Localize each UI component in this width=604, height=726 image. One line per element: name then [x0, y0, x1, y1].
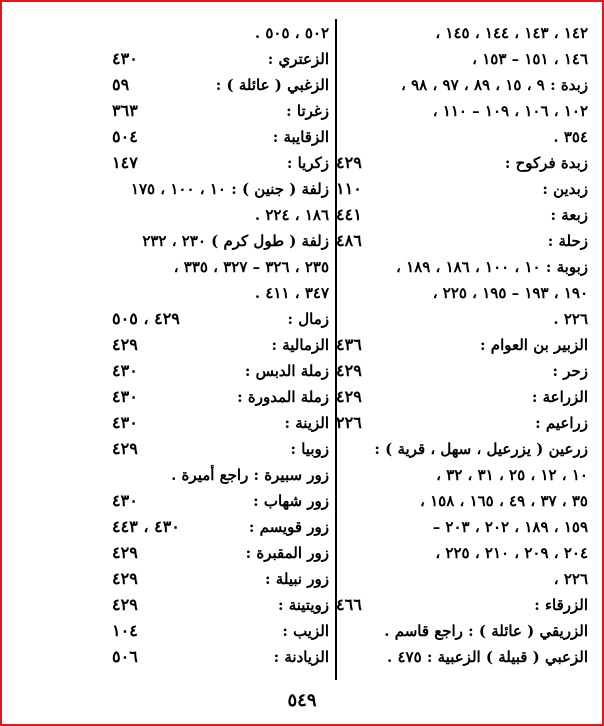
entry-page-ref: ٤٢٩	[336, 361, 362, 380]
entry-page-ref: ٤٣٠	[112, 491, 138, 510]
entry-name: الزعتري :	[267, 50, 329, 68]
entry-name: زور شهاب :	[253, 492, 329, 510]
index-entry	[336, 98, 592, 124]
entry-name: الزيادنة :	[273, 648, 329, 666]
entry-name: زبعة :	[550, 206, 588, 224]
entry-name: الزعبي ( قبيلة ) الزعبية : ٤٧٥ .	[387, 648, 588, 666]
entry-page-ref: ٤٢٩	[336, 387, 362, 406]
index-entry	[112, 514, 333, 540]
entry-continuation: ٣٥ ، ٣٧ ، ٤٩ ، ١٦٥ ، ١٥٨ ،	[420, 492, 588, 510]
index-entry	[112, 358, 333, 384]
index-entry	[112, 280, 333, 306]
entry-page-ref: ٥٠٦	[112, 647, 138, 666]
index-entry	[112, 384, 333, 410]
index-entry	[336, 462, 592, 488]
entry-continuation: ١٤٦ ، ١٥١ – ١٥٣ ،	[472, 50, 588, 68]
entry-name: زمال :	[287, 310, 329, 328]
index-entry	[112, 150, 333, 176]
index-entry	[336, 436, 592, 462]
entry-page-ref: ٤٣٠	[112, 387, 138, 406]
entry-continuation: ٢٢٦ ،	[553, 570, 588, 588]
entry-name: زحلة :	[547, 232, 588, 250]
entry-page-ref: ٤٢٩	[112, 569, 138, 588]
entry-name: الزريقي ( عائلة ) : راجع قاسم .	[384, 622, 588, 640]
entry-name: زويتينة :	[277, 596, 329, 614]
index-entry	[112, 462, 333, 488]
entry-continuation: ٢٠٤ ، ٢٠٩ ، ٢١٠ ، ٢٢٥ ،	[435, 544, 588, 562]
entry-name: الزيب :	[282, 622, 329, 640]
index-entry	[112, 332, 333, 358]
entry-page-ref: ٤٢٩	[112, 595, 138, 614]
entry-page-ref: ٤٣٠	[112, 49, 138, 68]
entry-continuation: ١٤٢ ، ١٤٣ ، ١٤٤ ، ١٤٥ ،	[435, 24, 588, 42]
entry-page-ref: ٤٢٩	[112, 335, 138, 354]
entry-name: الزغبي ( عائلة ) :	[215, 76, 329, 94]
entry-continuation: ٣٥٤ .	[553, 128, 588, 146]
index-entry	[112, 202, 333, 228]
entry-page-ref: ٤٣٠ ، ٤٤٣	[112, 517, 180, 536]
index-entry	[112, 98, 333, 124]
entry-continuation: ٣٤٧ ، ٤١١ .	[254, 284, 329, 302]
entry-name: زلفة ( جنين ) : ١٠ ، ١٠٠ ، ١٧٥	[130, 180, 329, 198]
entry-name: زور المقبرة :	[245, 544, 329, 562]
index-entry	[336, 618, 592, 644]
index-entry	[112, 20, 333, 46]
index-entry	[112, 176, 333, 202]
index-entry	[336, 644, 592, 670]
entry-name: زغرتا :	[286, 102, 329, 120]
index-entry	[336, 254, 592, 280]
entry-name: الزمالية :	[271, 336, 329, 354]
index-entry	[336, 514, 592, 540]
entry-name: زبدين :	[542, 180, 588, 198]
entry-page-ref: ٢٢٦	[336, 413, 362, 432]
index-entry	[112, 228, 333, 254]
index-entry	[336, 20, 592, 46]
index-entry	[336, 488, 592, 514]
entry-page-ref: ٤٢٩	[112, 439, 138, 458]
index-entry	[336, 280, 592, 306]
index-entry	[112, 72, 333, 98]
index-entry	[336, 592, 592, 618]
index-entry	[336, 410, 592, 436]
entry-page-ref: ١٤٧	[112, 153, 138, 172]
entry-page-ref: ٥٠٤	[112, 127, 138, 146]
entry-page-ref: ٣٦٣	[112, 101, 138, 120]
index-entry	[336, 540, 592, 566]
index-entry	[112, 540, 333, 566]
index-entry	[336, 306, 592, 332]
entry-page-ref: ٥٩	[112, 75, 130, 94]
entry-name: زور سبيرة : راجع أميرة .	[171, 466, 329, 484]
entry-page-ref: ٤٢٩	[336, 153, 362, 172]
index-entry	[336, 332, 592, 358]
index-entry	[336, 176, 592, 202]
entry-page-ref: ٤٦٦	[336, 595, 362, 614]
index-entry	[336, 358, 592, 384]
entry-continuation: ١٩٠ ، ١٩٣ – ١٩٥ ، ٢٢٥ ،	[432, 284, 588, 302]
page-number: ٥٤٩	[287, 690, 317, 711]
entry-page-ref: ١٠٤	[112, 621, 138, 640]
index-entry	[336, 202, 592, 228]
entry-page-ref: ٤٣٠	[112, 361, 138, 380]
entry-name: الزراعة :	[531, 388, 588, 406]
index-entry	[336, 124, 592, 150]
index-entry	[112, 436, 333, 462]
index-entry	[336, 566, 592, 592]
index-entry	[112, 488, 333, 514]
entry-page-ref: ٤٢٩ ، ٥٠٥	[112, 309, 180, 328]
index-entry	[112, 566, 333, 592]
entry-name: زملة المدورة :	[237, 388, 329, 406]
index-entry	[112, 124, 333, 150]
index-entry	[112, 644, 333, 670]
entry-continuation: ٢٢٦ .	[553, 310, 588, 328]
entry-page-ref: ٤٢٩	[112, 543, 138, 562]
entry-page-ref: ١١٠	[336, 179, 362, 198]
entry-page-ref: ٤٣٦	[336, 335, 362, 354]
entry-name: زلفة ( طول كرم ) ٢٣٠ ، ٢٣٢	[142, 232, 329, 250]
entry-name: الزينة :	[284, 414, 329, 432]
index-entry	[336, 384, 592, 410]
entry-name: الزرقاء :	[534, 596, 588, 614]
entry-name: زبدة : ٩ ، ١٥ ، ٨٩ ، ٩٧ ، ٩٨ ،	[401, 76, 588, 94]
entry-page-ref: ٤٤١	[336, 205, 362, 224]
index-entry	[112, 618, 333, 644]
entry-name: زرعين ( يزرعيل ، سهل ، قرية ) :	[374, 440, 588, 458]
entry-name: زبوبة : ١٠ ، ١٠٠ ، ١٨٦ ، ١٨٩ ،	[396, 258, 588, 276]
entry-page-ref: ٤٣٠	[112, 413, 138, 432]
entry-name: زكريا :	[286, 154, 329, 172]
index-column-right	[336, 20, 592, 670]
index-entry	[112, 592, 333, 618]
index-entry	[336, 228, 592, 254]
entry-name: الزقايبة :	[272, 128, 329, 146]
entry-continuation: ١٨٦ ، ٢٢٤ .	[254, 206, 329, 224]
index-entry	[112, 410, 333, 436]
entry-name: زوبيا :	[290, 440, 329, 458]
entry-continuation: ١٠ ، ١٢ ، ٢٥ ، ٣١ ، ٣٢ ،	[436, 466, 588, 484]
entry-name: زبدة فركوح :	[504, 154, 588, 172]
entry-page-ref: ٤٨٦	[336, 231, 362, 250]
entry-continuation: ١٠٢ ، ١٠٦ ، ١٠٩ – ١١٠ ،	[432, 102, 588, 120]
index-entry	[112, 46, 333, 72]
index-column-left	[112, 20, 333, 670]
entry-continuation: ٥٠٢ ، ٥٠٥ .	[254, 24, 329, 42]
index-entry	[336, 46, 592, 72]
index-entry	[336, 150, 592, 176]
entry-name: زحر :	[552, 362, 588, 380]
index-entry	[336, 72, 592, 98]
entry-continuation: ٢٣٥ ، ٣٢٦ – ٣٢٧ ، ٣٣٥ ،	[173, 258, 329, 276]
entry-name: زراعيم :	[535, 414, 588, 432]
entry-name: الزبير بن العوام :	[480, 336, 588, 354]
index-entry	[112, 254, 333, 280]
entry-name: زملة الدبس :	[244, 362, 329, 380]
index-entry	[112, 306, 333, 332]
entry-continuation: ١٥٩ ، ١٨٩ ، ٢٠٢ ، ٢٠٣ –	[432, 518, 588, 536]
entry-name: زور قويسم :	[248, 518, 329, 536]
entry-name: زور نبيلة :	[265, 570, 329, 588]
